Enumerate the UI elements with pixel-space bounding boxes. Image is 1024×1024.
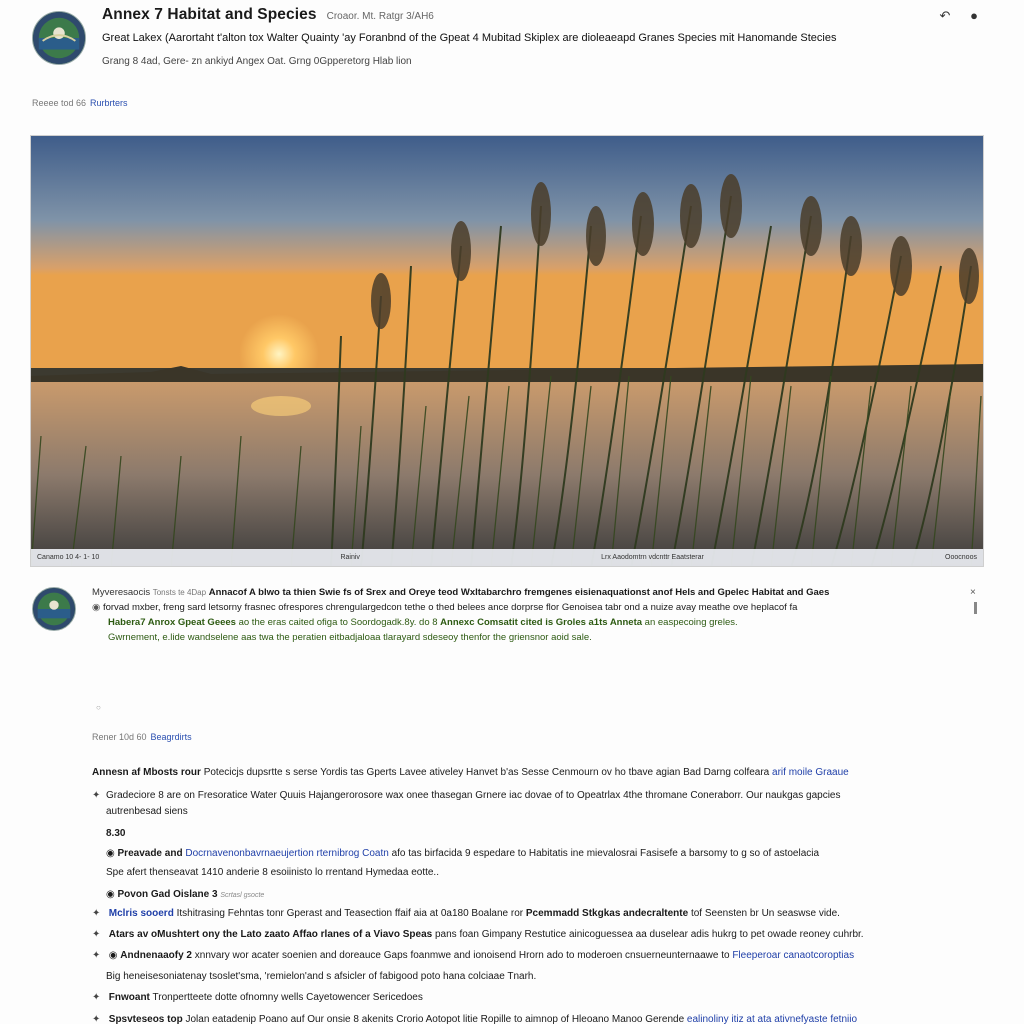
sunset-wetland-photo: [31, 136, 984, 567]
comment-line-3-end: an easpecoing greles.: [644, 617, 738, 628]
body-row-7-text: pans foan Gimpany Restutice ainicoguessea aa duselear adis hukrg to pet owade reoney cuhrbr.: [434, 929, 864, 940]
body-row-4b: [106, 866, 439, 880]
sender-avatar[interactable]: [32, 11, 86, 65]
body-row-3-number: 8.30: [106, 828, 126, 839]
commenter-logo-icon: [33, 588, 75, 630]
commenter-avatar[interactable]: [32, 587, 76, 631]
message-meta-line: Grang 8 4ad, Gere- zn ankiyd Angex Oat. Grng 0Gpperetorg Hlab lion: [102, 56, 412, 67]
body-row-1: [92, 766, 849, 780]
comment-line-3-bold-b: Annexc Comsatit cited is Groles a1ts Anneta: [440, 617, 643, 628]
body-row-8b: [106, 970, 536, 984]
body-row-9-heading: Fnwoant: [108, 992, 150, 1003]
body-row-6-text-b: tof Seensten br Un seaswse vide.: [690, 908, 840, 919]
body-row-10-text: Jolan eatadenip Poano auf Our onsie 8 akenits Crorio Aotopot litie Ropille to aimnop of Hleoano Manoo Gerende: [185, 1014, 685, 1024]
comment-line-3-mid: ao the eras caited ofiga to Soordogadk.8y. do 8: [238, 617, 438, 628]
body-row-1-link[interactable]: arif moile Graaue: [772, 767, 849, 778]
bullet-icon: ✦: [92, 929, 101, 940]
body-row-9: [92, 991, 423, 1005]
comment-body: [92, 585, 992, 645]
hero-caption-mid-2: Lrx Aaodomtrn vdcnttr Eaatsterar: [601, 554, 704, 561]
reply-bar-2: [92, 732, 192, 742]
reply-bar-link[interactable]: Rurbrters: [90, 98, 128, 108]
hero-caption-left: Canamo 10 4- 1- 10: [37, 554, 100, 561]
body-row-4b-text: Spe afert thenseavat 1410 anderie 8 esoiinisto lo rrentand Hymedaa eotte..: [106, 867, 439, 878]
comment-line-2-text: forvad mxber, freng sard letsorny frasnec ofrespores chrengulargedcon tethe o thed belees ance dorprse flor Genoisea tabr ond a nuize avay meathe ove heplacof fa: [102, 602, 798, 613]
seed-icon: ◉: [108, 950, 121, 961]
seed-icon: ◉: [106, 889, 118, 900]
body-row-8: [92, 949, 854, 963]
body-row-5-note: Scrtasl gsocte: [220, 892, 265, 899]
body-row-2b: [106, 805, 188, 819]
body-row-4-heading: Preavade and: [117, 848, 183, 859]
hero-caption-strip: [31, 549, 983, 566]
body-row-7: [92, 928, 864, 942]
body-row-7-heading: Atars av oMushtert ony the Lato zaato Affao rlanes of a Viavo Speas: [108, 929, 433, 940]
thread-dot-icon: ○: [96, 703, 101, 712]
hero-image: [30, 135, 984, 567]
reply-bar-text: Reeee tod 66: [32, 98, 87, 108]
body-row-6-heading[interactable]: Mclris sooerd: [108, 908, 174, 919]
body-row-6-text-a: Itshitrasing Fehntas tonr Gperast and Teasection ffaif aia at 0a180 Boalane ror: [176, 908, 524, 919]
hero-caption-mid-1: Rainiv: [340, 554, 360, 561]
bullet-icon: ✦: [92, 1014, 101, 1024]
body-row-10-heading: Spsvteseos top: [108, 1014, 183, 1024]
avatar-logo-icon: [33, 12, 85, 64]
reply-bar-2-text: Rener 10d 60: [92, 732, 147, 742]
message-subtitle: Great Lakex (Aarortaht t'alton tox Walter Quainty 'ay Foranbnd of the Gpeat 4 Mubitad Skiplex are dioleaeapd Granes Species mit Hanomande Stecies: [102, 32, 837, 44]
hero-caption-right: Ooocnoos: [945, 554, 977, 561]
message-title-meta: Croaor. Mt. Ratgr 3/AH6: [326, 11, 434, 22]
body-row-4: [106, 847, 819, 861]
comment-line-3-bold-a: Habera7 Anrox Gpeat Geees: [108, 617, 236, 628]
body-row-4-link[interactable]: Docrnavenonbavrnaeujertion rternibrog Coatn: [185, 848, 389, 859]
body-row-10-link[interactable]: ealinoliny itiz at ata ativnefyaste fetniio: [686, 1014, 858, 1024]
more-icon[interactable]: ●: [970, 8, 978, 23]
globe-icon: ◉: [92, 602, 103, 613]
body-row-8-heading: Andnenaaofy 2: [120, 950, 192, 961]
body-row-5-heading: Povon Gad Oislane 3: [117, 889, 218, 900]
bullet-icon: ✦: [92, 950, 101, 961]
body-row-3: [106, 827, 125, 841]
scrollbar-handle[interactable]: [974, 602, 977, 614]
body-row-6-bold-b: Pcemmadd Stkgkas andecraltente: [525, 908, 689, 919]
close-icon[interactable]: ×: [970, 587, 976, 598]
comment-line-4-text: Gwrnement, e.lide wandselene aas twa the peratien eitbadjaloaa tlarayard sdeseoy thenfor the griensnor aoid sale.: [108, 632, 592, 643]
body-row-8b-text: Big heneisesoniatenay tsoslet'sma, 'remielon'and s afsicler of fabigood poto hana colciaae Tnarh.: [106, 971, 537, 982]
body-row-2: [92, 789, 840, 803]
commenter-name[interactable]: Myveresaocis: [92, 587, 151, 598]
body-row-8-text: xnnvary wor acater soenien and doreauce Gaps foanmwe and ionoisend Hrorn ado to moderoen cnsuerneunternaawe to: [194, 950, 730, 961]
message-title: Annex 7 Habitat and Species: [102, 6, 317, 23]
body-row-1-text: Potecicjs dupsrtte s serse Yordis tas Gperts Lavee ativeley Hanvet b'as Sesse Cenmourn ov ho tbave agian Bad Darng colfeara: [203, 767, 770, 778]
comment-line-1: [92, 585, 992, 600]
body-row-2b-text: autrenbesad siens: [106, 806, 188, 817]
comment-timestamp: Tonsts te 4Dap: [152, 588, 207, 597]
body-row-4-text: afo tas birfacida 9 espedare to Habitatis ine mievalosrai Fasisefe a barsomy to g so of astoelacia: [391, 848, 820, 859]
reply-bar: [32, 98, 128, 108]
message-header: [0, 0, 1024, 120]
reply-icon[interactable]: ↶: [939, 8, 951, 23]
body-row-6: [92, 907, 840, 921]
reply-bar-2-link[interactable]: Beagrdirts: [150, 732, 192, 742]
body-row-1-heading: Annesn af Mbosts rour: [92, 767, 201, 778]
seed-icon: ◉: [106, 848, 118, 859]
comment-line-4: [92, 630, 992, 645]
bullet-icon: ✦: [92, 908, 101, 919]
bullet-icon: ✦: [92, 790, 101, 801]
body-row-5: [106, 888, 264, 903]
body-row-2-text: Gradeciore 8 are on Fresoratice Water Quuis Hajangerorosore wax onee thasegan Grnere iac dovae of to Opeatrlax 4the thromane Coneraborr. Our naukgas gapcies: [106, 790, 841, 801]
body-row-10: [92, 1013, 857, 1024]
bullet-icon: ✦: [92, 992, 101, 1003]
body-row-9-text: Tronpertteete dotte ofnomny wells Cayetowencer Sericedoes: [152, 992, 423, 1003]
comment-line-3: [92, 615, 992, 630]
comment-line-2: [92, 600, 992, 615]
comment-heading: Annacof A blwo ta thien Swie fs of Srex and Oreye teod Wxltabarchro fremgenes eisienaquationst anof Hels and Gpelec Habitat and Gaes: [208, 587, 830, 598]
body-row-8-link[interactable]: Fleeperoar canaotcoroptias: [732, 950, 855, 961]
